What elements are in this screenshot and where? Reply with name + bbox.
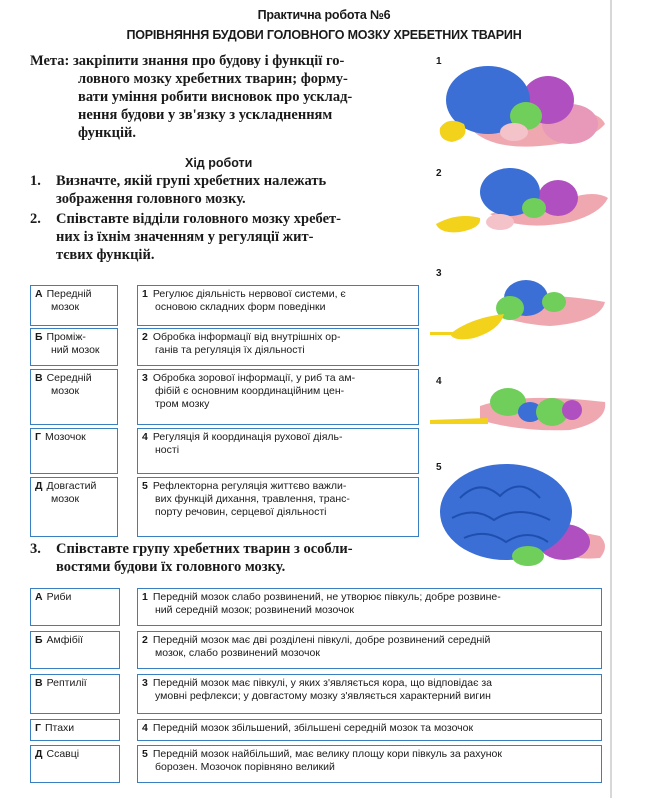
midbrain-shape bbox=[522, 198, 546, 218]
table1-left-cell bbox=[30, 477, 118, 537]
cell-number: 1 bbox=[142, 591, 148, 603]
forebrain-shape bbox=[440, 464, 572, 560]
worksheet-title: Практична робота №6 bbox=[257, 8, 391, 22]
table1-left-cell bbox=[30, 369, 118, 425]
goal-line: ловного мозку хребетних тварин; форму- bbox=[78, 71, 348, 87]
table2-left-cell bbox=[30, 631, 120, 669]
cell-text: мозок bbox=[51, 385, 80, 397]
brain-number: 5 bbox=[436, 462, 442, 473]
task-line: Співставте відділи головного мозку хребет- bbox=[56, 211, 341, 227]
table1-right-cell bbox=[137, 369, 419, 425]
brain-number: 1 bbox=[436, 56, 442, 67]
cell-letter: А bbox=[35, 591, 43, 603]
brain-illustration-3 bbox=[430, 262, 610, 352]
table2-right-cell bbox=[137, 745, 602, 783]
task-1 bbox=[30, 172, 425, 208]
worksheet-subtitle: ПОРІВНЯННЯ БУДОВИ ГОЛОВНОГО МОЗКУ ХРЕБЕТНИХ ТВАРИН bbox=[126, 28, 522, 42]
cell-text: Регуляція й координація рухової діяль- bbox=[152, 431, 343, 443]
page-edge bbox=[610, 0, 612, 798]
midbrain-shape bbox=[512, 546, 544, 566]
cell-letter: В bbox=[35, 677, 43, 689]
table1-left-cell bbox=[30, 328, 118, 366]
cell-letter: Б bbox=[35, 331, 43, 343]
cell-number: 3 bbox=[142, 372, 148, 384]
cell-number: 1 bbox=[142, 288, 148, 300]
cell-text: Обробка зорової інформації, у риб та ам- bbox=[152, 372, 356, 384]
cell-text: ний мозок bbox=[51, 344, 100, 356]
task-line: востями будови їх головного мозку. bbox=[56, 559, 286, 575]
cell-text: Передній мозок має дві розділені півкулі, добре розвинений середній bbox=[152, 634, 491, 646]
olfactory-shape bbox=[436, 216, 480, 232]
cell-text: основою складних форм поведінки bbox=[155, 301, 326, 313]
cell-number: 5 bbox=[142, 480, 148, 492]
table1-right-cell bbox=[137, 285, 419, 326]
olfactory-shape bbox=[430, 418, 488, 424]
cell-text: Середній bbox=[46, 372, 92, 384]
olfactory-shape bbox=[440, 121, 466, 142]
table2-left-cell bbox=[30, 674, 120, 714]
goal-line: нення будови у зв'язку з ускладненням bbox=[78, 107, 333, 123]
brain-illustration-5 bbox=[430, 458, 610, 582]
cell-text: Регулює діяльність нервової системи, є bbox=[152, 288, 346, 300]
brain-illustration-2 bbox=[430, 162, 610, 252]
cell-text: умовні рефлекси; у довгастому мозку з'являється характерний вигин bbox=[155, 690, 491, 702]
table1-left-cell bbox=[30, 285, 118, 326]
task-3 bbox=[30, 540, 430, 576]
cell-text: порту речовин, серцевої діяльності bbox=[155, 506, 327, 518]
cell-text: Передній мозок збільшений, збільшені середній мозок та мозочок bbox=[152, 722, 474, 734]
cell-letter: Д bbox=[35, 480, 43, 492]
cell-number: 5 bbox=[142, 748, 148, 760]
cell-text: Рептилії bbox=[46, 677, 87, 689]
cell-text: фібій є основним координаційним цен- bbox=[155, 385, 345, 397]
cell-text: Проміж- bbox=[46, 331, 86, 343]
olfactory-shape bbox=[450, 314, 504, 339]
goal-line: вати уміння робити висновок про усклад- bbox=[78, 89, 353, 105]
task-2 bbox=[30, 210, 425, 264]
cell-letter: В bbox=[35, 372, 43, 384]
cell-text: Довгастий bbox=[46, 480, 97, 492]
goal-line: функцій. bbox=[78, 125, 136, 141]
cell-text: мозок bbox=[51, 493, 80, 505]
table1-right-cell bbox=[137, 428, 419, 474]
brain-illustration-1 bbox=[430, 58, 610, 158]
cell-number: 3 bbox=[142, 677, 148, 689]
cell-text: мозок, слабо розвинений мозочок bbox=[155, 647, 320, 659]
task-number: 2. bbox=[30, 211, 41, 227]
procedure-heading: Хід роботи bbox=[185, 156, 253, 170]
task-number: 3. bbox=[30, 541, 41, 557]
cell-number: 2 bbox=[142, 331, 148, 343]
cell-text: Рефлекторна регуляція життєво важли- bbox=[152, 480, 347, 492]
task-line: тєвих функцій. bbox=[56, 247, 155, 263]
task-line: зображення головного мозку. bbox=[56, 191, 246, 207]
table2-left-cell bbox=[30, 745, 120, 783]
brain-illustration-4 bbox=[430, 372, 610, 452]
cell-text: Риби bbox=[46, 591, 72, 603]
cell-letter: Д bbox=[35, 748, 43, 760]
cell-text: вих функцій дихання, травлення, транс- bbox=[155, 493, 350, 505]
cell-text: борозен. Мозочок порівняно великий bbox=[155, 761, 335, 773]
brain-number: 3 bbox=[436, 268, 442, 279]
cell-text: Передній bbox=[46, 288, 92, 300]
table2-right-cell bbox=[137, 588, 602, 626]
table2-right-cell bbox=[137, 674, 602, 714]
cell-number: 2 bbox=[142, 634, 148, 646]
cell-text: Птахи bbox=[44, 722, 75, 734]
olfactory-shape bbox=[430, 332, 460, 335]
brain-number: 2 bbox=[436, 168, 442, 179]
table2-right-cell bbox=[137, 631, 602, 669]
cell-number: 4 bbox=[142, 431, 148, 443]
task-line: Співставте групу хребетних тварин з особли- bbox=[56, 541, 353, 557]
cell-text: Ссавці bbox=[46, 748, 80, 760]
cell-text: Мозочок bbox=[44, 431, 86, 443]
brain-number: 4 bbox=[436, 376, 442, 387]
task-number: 1. bbox=[30, 173, 41, 189]
midbrain-shape bbox=[542, 292, 566, 312]
cell-letter: Б bbox=[35, 634, 43, 646]
cell-number: 4 bbox=[142, 722, 148, 734]
table2-left-cell bbox=[30, 588, 120, 626]
medulla-shape bbox=[486, 214, 514, 230]
cell-text: ний середній мозок; розвинений мозочок bbox=[155, 604, 354, 616]
cell-text: мозок bbox=[51, 301, 80, 313]
task-line: Визначте, якій групі хребетних належать bbox=[56, 173, 327, 189]
cell-text: ності bbox=[155, 444, 180, 456]
goal-paragraph bbox=[30, 52, 420, 142]
table1-right-cell bbox=[137, 328, 419, 366]
cell-text: Обробка інформації від внутрішніх ор- bbox=[152, 331, 341, 343]
cell-letter: Г bbox=[35, 431, 41, 443]
cerebellum-shape bbox=[562, 400, 582, 420]
task-line: них із їхнім значенням у регуляції жит- bbox=[56, 229, 314, 245]
cell-text: Амфібії bbox=[46, 634, 84, 646]
table2-right-cell bbox=[137, 719, 602, 741]
cell-letter: А bbox=[35, 288, 43, 300]
table2-left-cell bbox=[30, 719, 120, 741]
goal-line: закріпити знання про будову і функції го- bbox=[72, 53, 345, 69]
medulla-shape bbox=[500, 123, 528, 141]
cell-text: ганів та регуляція їх діяльності bbox=[155, 344, 305, 356]
table1-left-cell bbox=[30, 428, 118, 474]
cell-text: Передній мозок найбільший, має велику площу кори півкуль за рахунок bbox=[152, 748, 502, 760]
cell-text: Передній мозок слабо розвинений, не утворює півкуль; добре розвине- bbox=[152, 591, 501, 603]
goal-label: Мета: bbox=[30, 53, 70, 69]
cell-letter: Г bbox=[35, 722, 41, 734]
cell-text: тром мозку bbox=[155, 398, 210, 410]
cell-text: Передній мозок має півкулі, у яких з'являється кора, що відповідає за bbox=[152, 677, 492, 689]
table1-right-cell bbox=[137, 477, 419, 537]
